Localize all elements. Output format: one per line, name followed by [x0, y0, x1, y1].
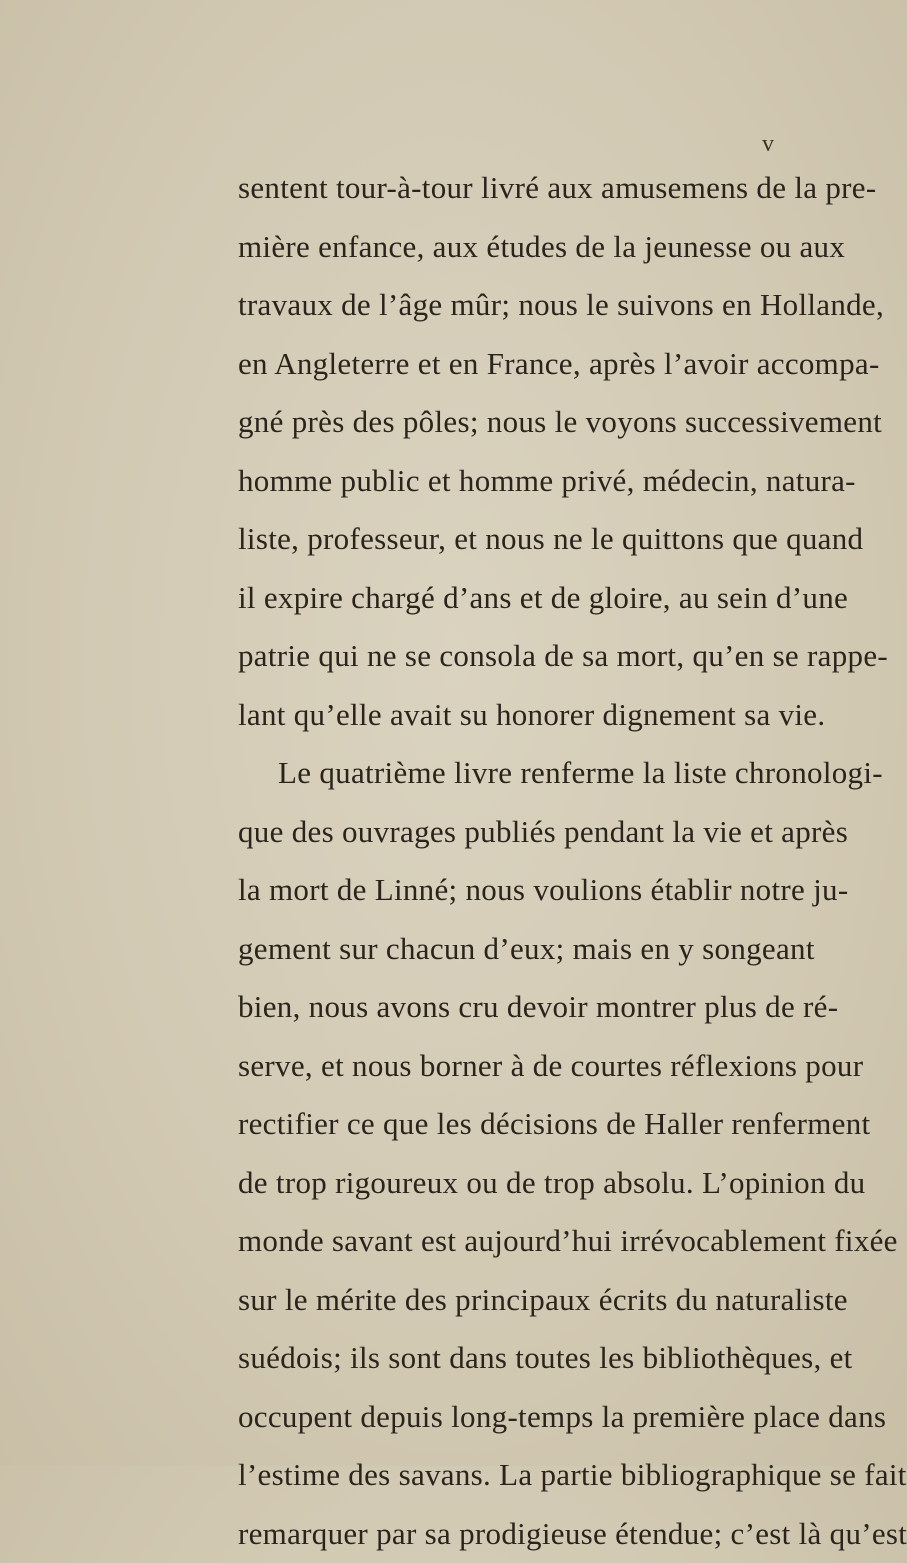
- text-line: patrie qui ne se consola de sa mort, qu’en se rappe-: [238, 627, 767, 686]
- signature-mark: v: [762, 132, 774, 156]
- text-line: rectifier ce que les décisions de Haller renferment: [238, 1095, 767, 1154]
- text-line: bien, nous avons cru devoir montrer plus de ré-: [238, 978, 767, 1037]
- text-line: gement sur chacun d’eux; mais en y songeant: [238, 920, 767, 979]
- text-line: sentent tour-à-tour livré aux amusemens de la pre-: [238, 159, 767, 218]
- body-text: [238, 159, 767, 1563]
- text-line: sur le mérite des principaux écrits du naturaliste: [238, 1271, 767, 1330]
- text-line: occupent depuis long-temps la première place dans: [238, 1388, 767, 1447]
- text-line: serve, et nous borner à de courtes réflexions pour: [238, 1037, 767, 1096]
- text-line: mière enfance, aux études de la jeunesse ou aux: [238, 218, 767, 277]
- text-line: travaux de l’âge mûr; nous le suivons en Hollande,: [238, 276, 767, 335]
- paragraph-start-line: Le quatrième livre renferme la liste chronologi-: [238, 744, 767, 803]
- paragraph-end-line: lant qu’elle avait su honorer dignement sa vie.: [238, 686, 767, 745]
- text-line: il expire chargé d’ans et de gloire, au sein d’une: [238, 569, 767, 628]
- text-line: suédois; ils sont dans toutes les bibliothèques, et: [238, 1329, 767, 1388]
- text-line: liste, professeur, et nous ne le quittons que quand: [238, 510, 767, 569]
- text-line: en Angleterre et en France, après l’avoir accompa-: [238, 335, 767, 394]
- text-line: homme public et homme privé, médecin, natura-: [238, 452, 767, 511]
- text-line: monde savant est aujourd’hui irrévocablement fixée: [238, 1212, 767, 1271]
- text-line: de trop rigoureux ou de trop absolu. L’opinion du: [238, 1154, 767, 1213]
- text-line: la mort de Linné; nous voulions établir notre ju-: [238, 861, 767, 920]
- text-line: gné près des pôles; nous le voyons successivement: [238, 393, 767, 452]
- text-line: remarquer par sa prodigieuse étendue; c’est là qu’est: [238, 1505, 767, 1563]
- text-line: que des ouvrages publiés pendant la vie et après: [238, 803, 767, 862]
- text-line: l’estime des savans. La partie bibliographique se fait: [238, 1446, 767, 1505]
